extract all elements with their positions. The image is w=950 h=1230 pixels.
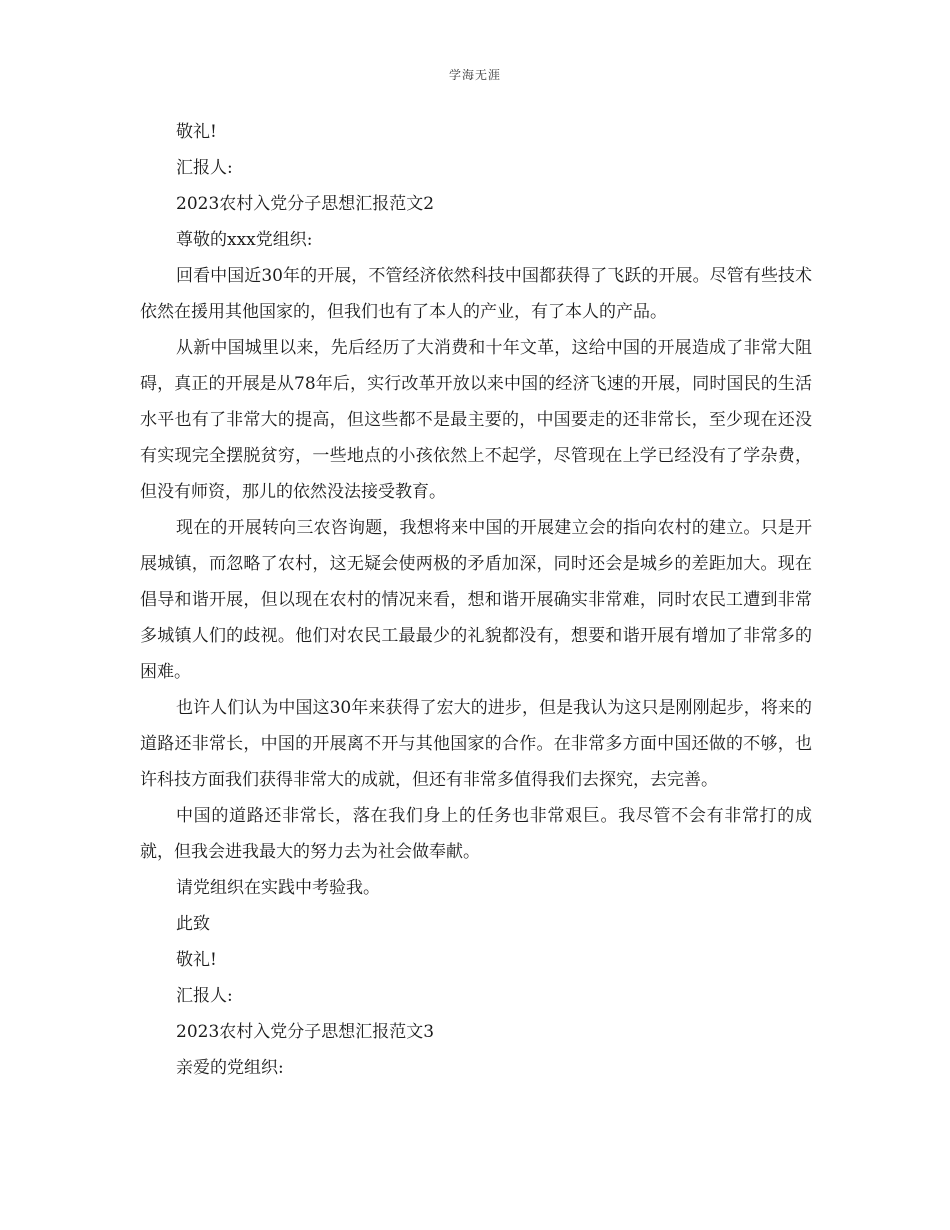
paragraph-greeting: 亲爱的党组织:: [176, 1058, 284, 1078]
section-heading: 2023农村入党分子思想汇报范文3: [176, 1022, 435, 1042]
paragraph-body: 中国的道路还非常长，落在我们身上的任务也非常艰巨。我尽管不会有非常打的成就，但我会进我最大的努力去为社会做奉献。: [140, 806, 812, 862]
paragraph-body: 也许人们认为中国这30年来获得了宏大的进步，但是我认为这只是刚刚起步，将来的道路还非常长，中国的开展离不开与其他国家的合作。在非常多方面中国还做的不够，也许科技方面我们获得非常大的成就，但还有非常多值得我们去探究，去完善。: [140, 698, 812, 790]
document-body: [140, 114, 812, 1086]
paragraph-body: 回看中国近30年的开展，不管经济依然科技中国都获得了飞跃的开展。尽管有些技术依然在援用其他国家的，但我们也有了本人的产业，有了本人的产品。: [140, 266, 812, 322]
section-heading: 2023农村入党分子思想汇报范文2: [176, 194, 435, 214]
paragraph-salute: 敬礼!: [176, 950, 217, 970]
paragraph-reporter: 汇报人:: [176, 158, 233, 178]
paragraph-reporter: 汇报人:: [176, 986, 233, 1006]
paragraph-salute: 敬礼!: [176, 122, 217, 142]
paragraph-body: 从新中国城里以来，先后经历了大消费和十年文革，这给中国的开展造成了非常大阻碍，真正的开展是从78年后，实行改革开放以来中国的经济飞速的开展，同时国民的生活水平也有了非常大的提高，但这些都不是最主要的，中国要走的还非常长，至少现在还没有实现完全摆脱贫穷，一些地点的小孩依然上不起学，尽管现在上学已经没有了学杂费，但没有师资，那儿的依然没法接受教育。: [140, 338, 812, 502]
paragraph-greeting: 尊敬的xxx党组织:: [176, 230, 313, 250]
page-header: 学海无涯: [448, 68, 501, 82]
paragraph-request: 请党组织在实践中考验我。: [176, 878, 380, 898]
paragraph-body: 现在的开展转向三农咨询题，我想将来中国的开展建立会的指向农村的建立。只是开展城镇，而忽略了农村，这无疑会使两极的矛盾加深，同时还会是城乡的差距加大。现在倡导和谐开展，但以现在农村的情况来看，想和谐开展确实非常难，同时农民工遭到非常多城镇人们的歧视。他们对农民工最最少的礼貌都没有，想要和谐开展有增加了非常多的困难。: [140, 518, 812, 682]
paragraph-closing: 此致: [176, 914, 210, 934]
